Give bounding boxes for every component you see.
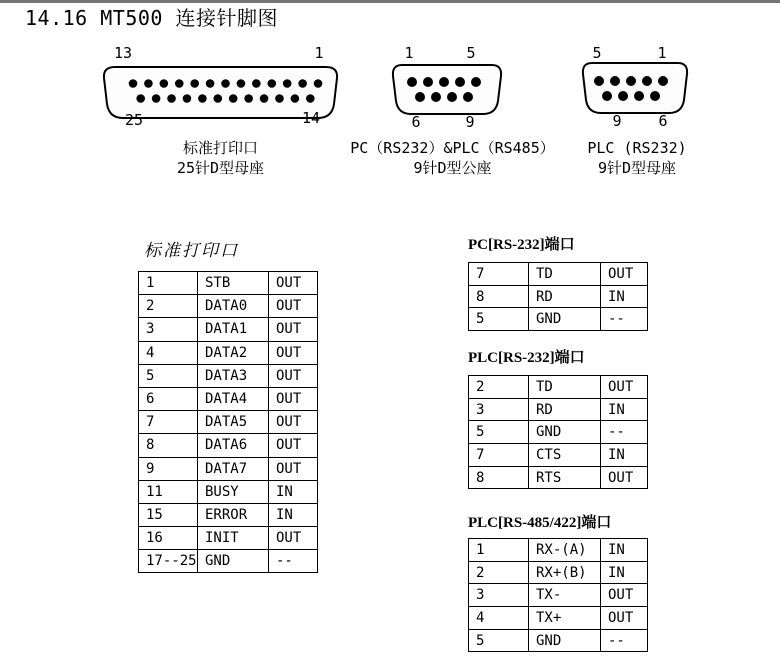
pin-dot <box>144 79 153 88</box>
table-row <box>469 285 648 308</box>
table-cell: 9 <box>139 457 198 480</box>
de9-female-pin5-label: 5 <box>592 44 602 62</box>
pin-dot <box>206 79 215 88</box>
table-row <box>469 466 648 489</box>
de9-female-caption-line2: 9针D型母座 <box>597 158 677 177</box>
table-cell: OUT <box>269 295 318 318</box>
table-cell: OUT <box>269 364 318 387</box>
table-cell: RX-(A) <box>529 539 601 562</box>
table-cell: OUT <box>269 387 318 410</box>
table-cell: 4 <box>139 341 198 364</box>
table-row <box>139 503 318 526</box>
table-cell: CTS <box>529 444 601 467</box>
table-cell: GND <box>529 629 601 652</box>
pin-dot <box>431 92 441 102</box>
table-cell: RD <box>529 285 601 308</box>
table-cell: RX+(B) <box>529 561 601 584</box>
table-cell: -- <box>601 421 648 444</box>
table-cell: OUT <box>269 434 318 457</box>
pin-dot <box>244 94 253 103</box>
table-cell: RD <box>529 398 601 421</box>
pin-dot <box>642 76 652 86</box>
de9-female-pin6-label: 6 <box>658 112 668 130</box>
pin-dot <box>283 79 292 88</box>
pin-dot <box>237 79 246 88</box>
table-row <box>139 318 318 341</box>
table-cell: OUT <box>269 272 318 295</box>
table-row <box>469 561 648 584</box>
table-cell: OUT <box>269 457 318 480</box>
table-cell: -- <box>601 308 648 331</box>
table-cell: IN <box>601 539 648 562</box>
table-row <box>139 272 318 295</box>
table-cell: TD <box>529 263 601 286</box>
table-row <box>139 387 318 410</box>
table-cell: OUT <box>269 527 318 550</box>
table-cell: 17--25 <box>139 550 198 573</box>
pin-dot <box>455 77 465 87</box>
table-cell: RTS <box>529 466 601 489</box>
de9-female-caption <box>567 139 707 178</box>
de9-male-caption <box>330 139 575 178</box>
table-cell: 8 <box>469 466 529 489</box>
pin-dot <box>229 94 238 103</box>
table-cell: IN <box>601 561 648 584</box>
table-cell: 2 <box>469 561 529 584</box>
table-cell: DATA5 <box>198 411 269 434</box>
table-cell: OUT <box>269 318 318 341</box>
pin-dot <box>463 92 473 102</box>
table-cell: GND <box>529 308 601 331</box>
table-row <box>469 308 648 331</box>
pin-dot <box>634 91 644 101</box>
printer-port-table <box>138 271 318 573</box>
printer-port-table-title: 标准打印口 <box>144 241 239 261</box>
pin-dot <box>658 76 668 86</box>
table-cell: DATA4 <box>198 387 269 410</box>
table-row <box>469 421 648 444</box>
pin-dot <box>267 79 276 88</box>
table-row <box>469 584 648 607</box>
pin-dot <box>306 94 315 103</box>
pin-dot <box>298 79 307 88</box>
de9-male-connector-body <box>393 65 501 114</box>
de9-male-caption-line1: PC（RS232）&PLC（RS485） <box>350 139 555 157</box>
table-row <box>469 444 648 467</box>
table-cell: 7 <box>139 411 198 434</box>
pin-dot <box>167 94 176 103</box>
table-cell: TX- <box>529 584 601 607</box>
pin-dot <box>129 79 138 88</box>
table-cell: OUT <box>601 376 648 399</box>
table-cell: ERROR <box>198 503 269 526</box>
table-row <box>469 398 648 421</box>
table-cell: -- <box>269 550 318 573</box>
pin-dot <box>610 76 620 86</box>
db25-caption-line1: 标准打印口 <box>182 139 258 157</box>
table-cell: TD <box>529 376 601 399</box>
table-row <box>469 376 648 399</box>
table-cell: 8 <box>139 434 198 457</box>
pin-dot <box>602 91 612 101</box>
table-cell: IN <box>269 503 318 526</box>
de9-female-pin9-label: 9 <box>612 112 622 130</box>
pin-dot <box>260 94 269 103</box>
table-row <box>139 341 318 364</box>
table-row <box>139 527 318 550</box>
table-cell: IN <box>601 444 648 467</box>
pin-dot <box>136 94 145 103</box>
table-cell: OUT <box>601 607 648 630</box>
table-cell: 3 <box>469 584 529 607</box>
table-cell: TX+ <box>529 607 601 630</box>
pin-dot <box>439 77 449 87</box>
table-cell: OUT <box>269 341 318 364</box>
table-cell: INIT <box>198 527 269 550</box>
de9-male-pin5-label: 5 <box>466 44 476 62</box>
table-cell: OUT <box>269 411 318 434</box>
pc-rs232-table <box>468 262 648 331</box>
page-title: 14.16 MT500 连接针脚图 <box>25 6 278 30</box>
table-cell: 5 <box>469 421 529 444</box>
plc-rs232-table-title: PLC[RS-232]端口 <box>468 350 585 366</box>
table-row <box>139 364 318 387</box>
pin-dot <box>214 94 223 103</box>
pin-dot <box>183 94 192 103</box>
pin-dot <box>175 79 184 88</box>
table-cell: 4 <box>469 607 529 630</box>
db25-pin1-label: 1 <box>314 44 324 62</box>
pin-dot <box>407 77 417 87</box>
table-row <box>469 607 648 630</box>
table-cell: 5 <box>469 629 529 652</box>
plc-rs232-table <box>468 375 648 489</box>
table-cell: 8 <box>469 285 529 308</box>
table-cell: DATA2 <box>198 341 269 364</box>
pin-dot <box>626 76 636 86</box>
pin-dot <box>198 94 207 103</box>
pin-dot <box>471 77 481 87</box>
table-cell: -- <box>601 629 648 652</box>
pin-dot <box>447 92 457 102</box>
pin-dot <box>252 79 261 88</box>
pin-dot <box>160 79 169 88</box>
pin-dot <box>423 77 433 87</box>
table-cell: 2 <box>139 295 198 318</box>
table-row <box>139 411 318 434</box>
table-cell: 3 <box>469 398 529 421</box>
de9-female-connector-body <box>583 63 687 113</box>
table-cell: 7 <box>469 263 529 286</box>
table-row <box>139 480 318 503</box>
table-cell: OUT <box>601 263 648 286</box>
table-cell: GND <box>198 550 269 573</box>
pin-dot <box>415 92 425 102</box>
table-cell: 2 <box>469 376 529 399</box>
plc-rs485-table <box>468 538 648 652</box>
pin-dot <box>650 91 660 101</box>
table-cell: GND <box>529 421 601 444</box>
de9-male-caption-line2: 9针D型公座 <box>413 158 492 177</box>
pin-dot <box>275 94 284 103</box>
table-cell: 1 <box>469 539 529 562</box>
table-cell: STB <box>198 272 269 295</box>
db25-caption-line2: 25针D型母座 <box>176 158 265 177</box>
table-cell: IN <box>601 398 648 421</box>
db25-pin14-label: 14 <box>301 109 321 127</box>
table-cell: OUT <box>601 584 648 607</box>
table-cell: 5 <box>139 364 198 387</box>
pc-rs232-table-title: PC[RS-232]端口 <box>468 237 575 253</box>
plc-rs485-table-title: PLC[RS-485/422]端口 <box>468 515 612 531</box>
table-row <box>139 457 318 480</box>
table-row <box>469 263 648 286</box>
de9-male-pin9-label: 9 <box>465 113 475 131</box>
table-cell: IN <box>601 285 648 308</box>
db25-caption <box>103 139 338 178</box>
table-cell: 16 <box>139 527 198 550</box>
table-cell: DATA1 <box>198 318 269 341</box>
table-cell: OUT <box>601 466 648 489</box>
pin-dot <box>221 79 230 88</box>
de9-female-caption-line1: PLC (RS232) <box>587 139 687 157</box>
pin-dot <box>152 94 161 103</box>
table-cell: 7 <box>469 444 529 467</box>
table-cell: 3 <box>139 318 198 341</box>
table-cell: 1 <box>139 272 198 295</box>
table-cell: 11 <box>139 480 198 503</box>
table-row <box>469 539 648 562</box>
table-cell: DATA7 <box>198 457 269 480</box>
table-row <box>139 295 318 318</box>
table-row <box>469 629 648 652</box>
table-cell: DATA0 <box>198 295 269 318</box>
table-cell: DATA3 <box>198 364 269 387</box>
db25-pin13-label: 13 <box>113 44 133 62</box>
table-cell: BUSY <box>198 480 269 503</box>
pin-dot <box>190 79 199 88</box>
pin-dot <box>291 94 300 103</box>
table-cell: 5 <box>469 308 529 331</box>
pin-dot <box>594 76 604 86</box>
pin-dot <box>618 91 628 101</box>
table-cell: IN <box>269 480 318 503</box>
table-row <box>139 550 318 573</box>
table-row <box>139 434 318 457</box>
de9-female-pin1-label: 1 <box>657 44 667 62</box>
de9-male-pin6-label: 6 <box>411 113 421 131</box>
pin-dot <box>314 79 323 88</box>
table-cell: DATA6 <box>198 434 269 457</box>
table-cell: 6 <box>139 387 198 410</box>
db25-pin25-label: 25 <box>124 111 144 129</box>
de9-male-pin1-label: 1 <box>404 44 414 62</box>
table-cell: 15 <box>139 503 198 526</box>
